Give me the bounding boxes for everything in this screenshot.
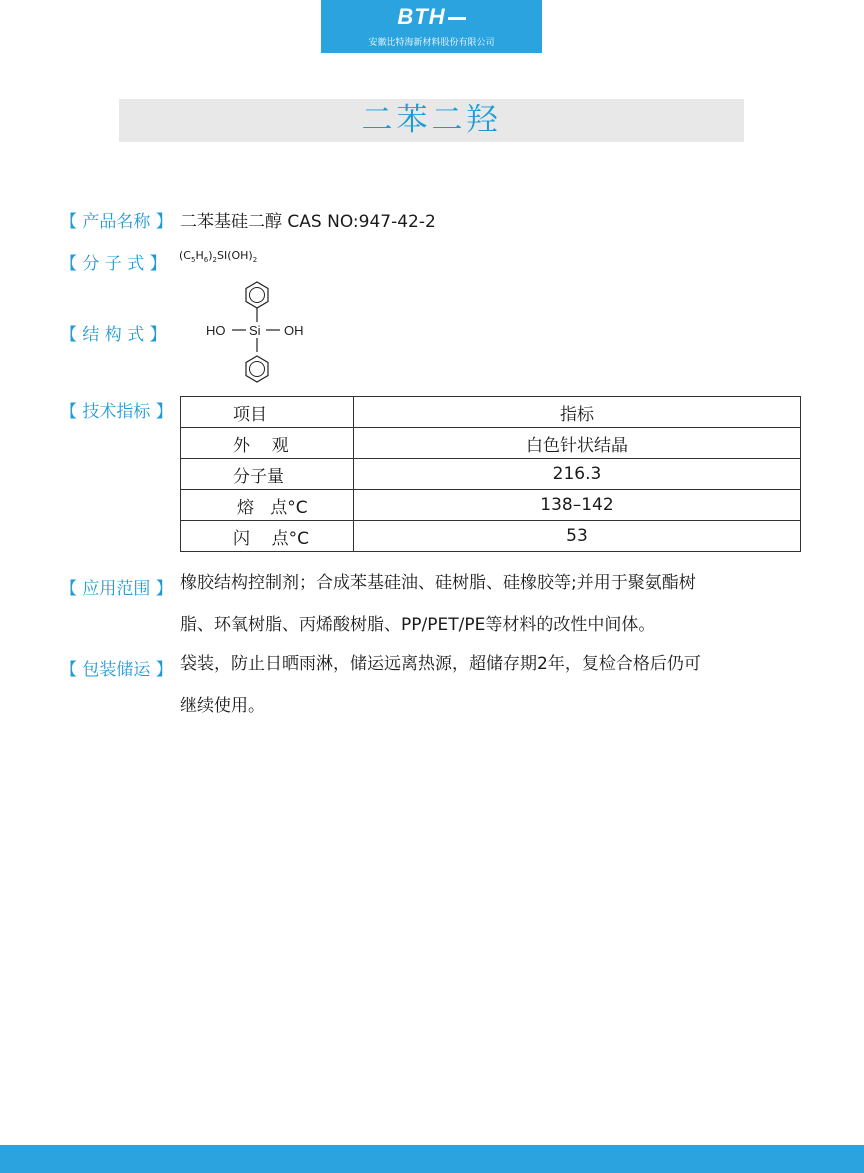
table-header-row (181, 397, 801, 428)
table-cell: 外 观 (181, 428, 354, 459)
footer-bar (0, 1145, 864, 1173)
left-hydroxyl: HO (206, 323, 226, 338)
table-cell: 熔 点°C (181, 490, 354, 521)
tech-specs-table (180, 396, 801, 552)
table-cell: 216.3 (354, 459, 801, 490)
application-line-1: 橡胶结构控制剂；合成苯基硅油、硅树脂、硅橡胶等;并用于聚氨酯树 (180, 573, 696, 593)
title-band (119, 99, 744, 142)
company-name: 安徽比特海新材料股份有限公司 (368, 38, 495, 48)
table-row (181, 459, 801, 490)
molecular-formula-label: 【 分 子 式 】 (60, 254, 167, 274)
application-text (180, 562, 805, 646)
tech-specs-label: 【 技术指标 】 (60, 402, 173, 422)
packaging-text (180, 643, 805, 727)
product-name-value: 二苯基硅二醇 CAS NO:947-42-2 (180, 212, 436, 232)
bth-logo: BTH (321, 4, 542, 30)
application-line-2: 脂、环氧树脂、丙烯酸树脂、PP/PET/PE等材料的改性中间体。 (180, 615, 656, 635)
application-label: 【 应用范围 】 (60, 579, 173, 599)
phenyl-ring-bottom-aromatic (250, 362, 265, 377)
phenyl-ring-top-aromatic (250, 288, 265, 303)
table-cell: 138–142 (354, 490, 801, 521)
product-name-label: 【 产品名称 】 (60, 212, 173, 232)
packaging-label: 【 包装储运 】 (60, 660, 173, 680)
structural-formula-diagram (198, 276, 318, 388)
table-header-item: 项目 (181, 397, 354, 428)
table-cell: 分子量 (181, 459, 354, 490)
company-logo-banner (321, 0, 542, 53)
molecular-formula-value: $(C_5H_6)_2SI(OH)_2$ (179, 249, 258, 265)
structural-formula-label: 【 结 构 式 】 (60, 325, 167, 345)
table-header-spec: 指标 (354, 397, 801, 428)
table-row (181, 521, 801, 552)
table-row (181, 490, 801, 521)
table-row (181, 428, 801, 459)
table-cell: 白色针状结晶 (354, 428, 801, 459)
table-cell: 闪 点°C (181, 521, 354, 552)
table-cell: 53 (354, 521, 801, 552)
packaging-line-1: 袋装，防止日晒雨淋，储运远离热源，超储存期2年，复检合格后仍可 (180, 654, 701, 674)
silicon-atom: Si (249, 323, 261, 338)
right-hydroxyl: OH (284, 323, 304, 338)
page-title: 二苯二羟 (361, 102, 502, 138)
packaging-line-2: 继续使用。 (180, 696, 265, 716)
